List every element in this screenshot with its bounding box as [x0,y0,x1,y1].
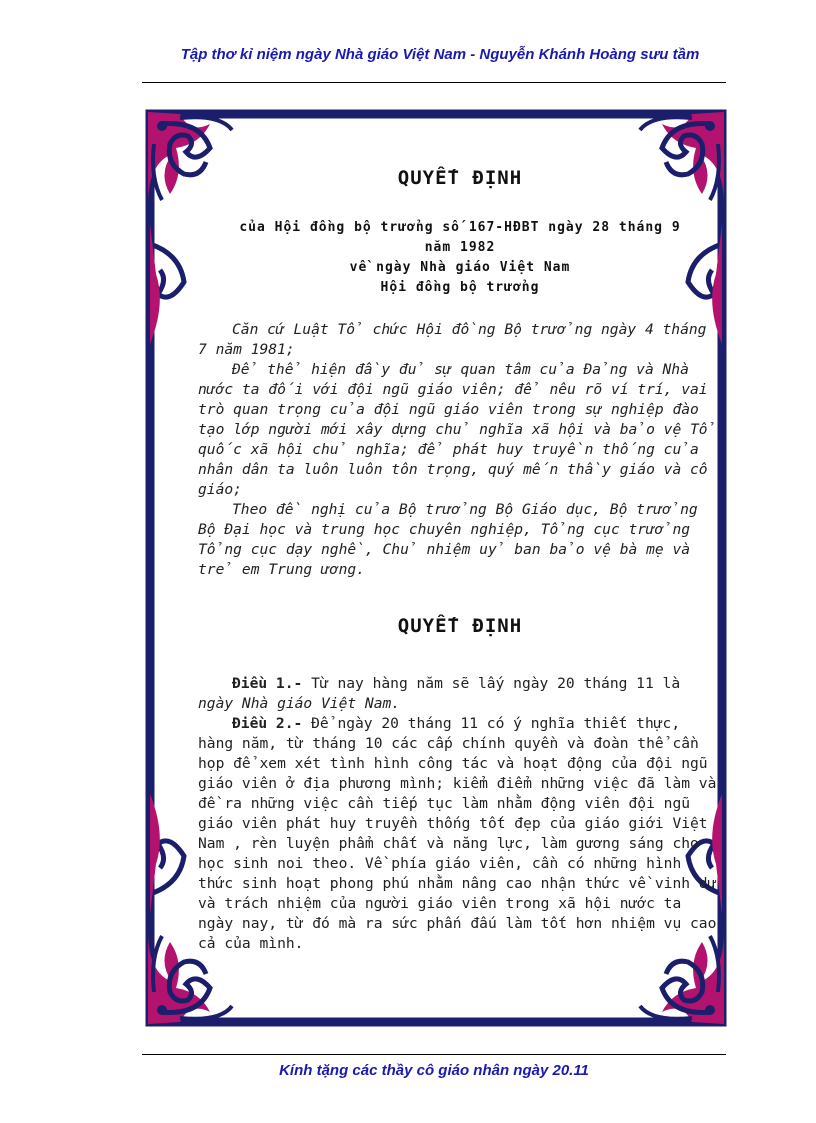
page-footer: Kính tặng các thầy cô giáo nhân ngày 20.11 [279,1062,589,1079]
preamble-paragraph: Để thể hiện đầy đủ sự quan tâm của Đảng và Nhà nước ta đối với đội ngũ giáo viên; để nêu rõ ví trí, vai trò quan trọng của đội ngũ giáo viên trong sự nghiệp đào tạo lớp người mới xây dựng chủ nghĩa xã hội và bảo vệ Tổ quốc xã hội chủ nghĩa; để phát huy truyền thống của nhân dân ta luôn luôn tôn trọng, quý mến thầy giáo và cô giáo; [198,361,717,498]
preamble-paragraph: Căn cứ Luật Tổ chức Hội đồng Bộ trưởng ngày 4 tháng 7 năm 1981; [198,321,707,358]
article-1 [198,674,722,714]
preamble-paragraph: Theo đề nghị của Bộ trưởng Bộ Giáo dục, Bộ trưởng Bộ Đại học và trung học chuyên nghiệp, Tổng cục trưởng Tổng cục dạy nghề, Chủ nhiệm uỷ ban bảo vệ bà mẹ và trẻ em Trung ương. [198,501,698,578]
side-ornament-left [150,224,184,914]
article-2 [198,714,722,954]
article-1-emphasis: ngày Nhà giáo Việt Nam. [198,695,401,712]
article-1-text: Từ nay hàng năm sẽ lấy ngày 20 tháng 11 là [302,675,681,692]
decision-title: QUYẾT ĐỊNH [397,615,523,637]
subtitle-line: Hội đồng bộ trưởng [380,280,540,295]
article-2-text: Để ngày 20 tháng 11 có ý nghĩa thiết thực, hàng năm, từ tháng 10 các cấp chính quyền và đoàn thể cần họp để xem xét tình hình công tác và hoạt động của đội ngũ giáo viên ở địa phương mình; kiểm điểm những việc đã làm và đề ra những việc cần tiếp tục làm nhằm động viên đội ngũ giáo viên phát huy truyền thống tốt đẹp của giáo giới Việt Nam , rèn luyện phẩm chất và năng lực, làm gương sáng cho học sinh noi theo. Về phía giáo viên, cần có những hình thức sinh hoạt phong phú nhằm nâng cao nhận thức về vinh dự và trách nhiệm của người giáo viên trong xã hội nước ta ngày nay, từ đó mà ra sức phấn đấu làm tốt hơn nhiệm vụ cao cả của mình. [198,715,717,952]
document-title: QUYẾT ĐỊNH [397,167,523,189]
subtitle-line: của Hội đồng bộ trưởng số 167-HĐBT ngày 28 tháng 9 [239,220,681,235]
article-2-label: Điều 2.- [232,715,303,732]
header-divider [142,82,726,83]
document-body [198,160,722,954]
document-subtitle [198,218,722,298]
footer-divider [142,1054,726,1055]
page-header: Tập thơ kỉ niệm ngày Nhà giáo Việt Nam - Nguyễn Khánh Hoàng sưu tầm [180,46,700,63]
article-1-label: Điều 1.- [232,675,303,692]
subtitle-line: năm 1982 [424,240,496,255]
subtitle-line: về ngày Nhà giáo Việt Nam [349,260,571,275]
articles [198,674,722,954]
preamble [198,320,722,580]
